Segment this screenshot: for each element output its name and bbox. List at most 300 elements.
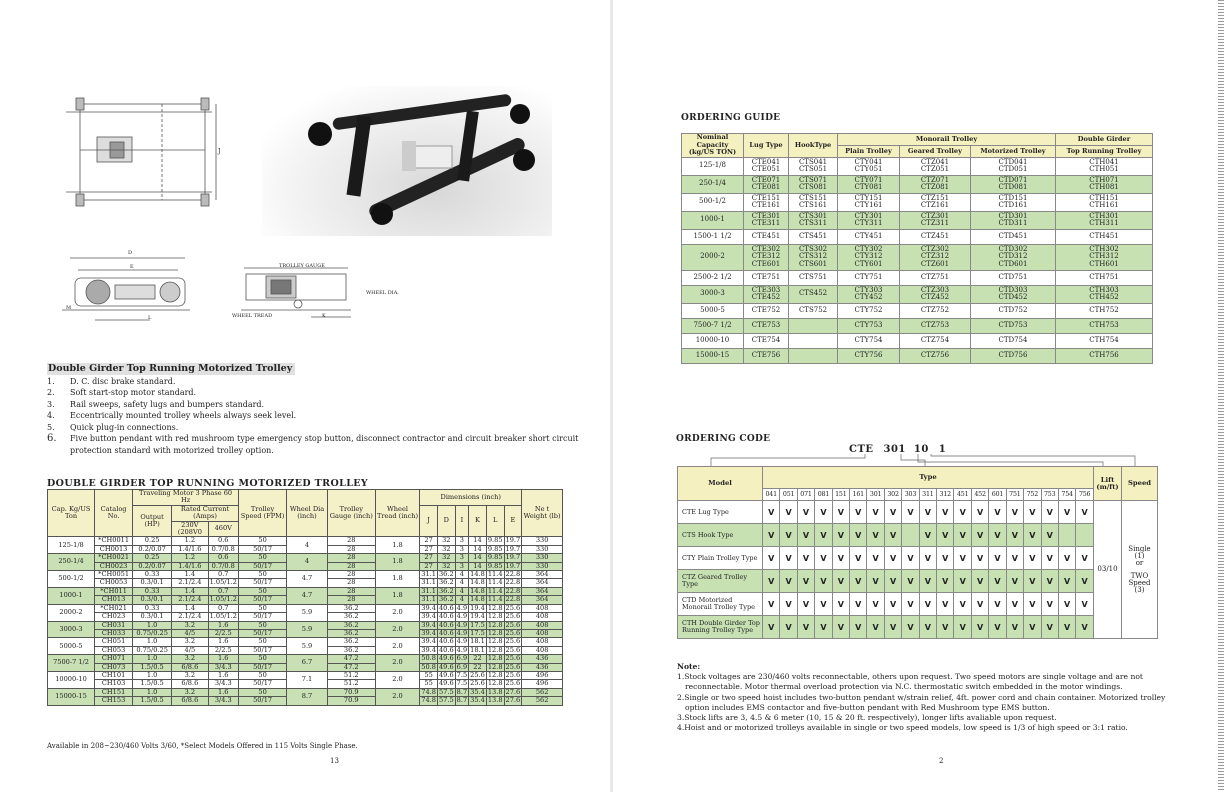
model-code: CTY451: [854, 231, 883, 240]
table-cell: 4/5: [172, 629, 208, 637]
model-code: CTE753: [751, 320, 781, 329]
table-cell: 12.8: [487, 603, 503, 612]
page-edge-strip: [1218, 0, 1224, 792]
table-cell: 5.9: [287, 638, 328, 655]
model-code: CTZ451: [920, 231, 950, 240]
code-part-lift: 10: [913, 444, 929, 455]
table-cell: 4.9: [456, 603, 468, 612]
table-cell: 32: [437, 537, 455, 545]
table-cell: 408: [522, 613, 563, 621]
model-code: CTH754: [1089, 335, 1119, 344]
table-cell: 1.8: [375, 554, 420, 571]
table-cell: [970, 285, 1055, 303]
model-code: CTE311: [751, 219, 781, 228]
type-code: 601: [989, 489, 1006, 501]
table-cell: 36.2: [438, 570, 454, 579]
mark-cell: V: [815, 547, 832, 570]
table-cell: 50.8: [421, 662, 436, 671]
table-cell: 22.8: [505, 595, 521, 604]
mark-cell: V: [1076, 593, 1094, 616]
table-cell: 125-1/8: [48, 537, 95, 554]
table-cell: [899, 270, 970, 285]
model-code: CTE451: [751, 231, 781, 240]
model-code: CTH161: [1089, 201, 1119, 210]
mark-cell: V: [902, 570, 919, 593]
table-cell: 49.6: [438, 679, 454, 688]
type-code: 301: [867, 489, 884, 501]
feature-text: Five button pendant with red mushroom type emergency stop button, disconnect contractor and circuit breaker short circuit protection standard with motorized trolley option.: [70, 434, 579, 455]
mark-cell: V: [954, 501, 971, 524]
table-cell: [744, 229, 789, 244]
table-cell: 0.2/0.07: [133, 545, 172, 553]
table-cell: 32: [437, 562, 455, 570]
mark-cell: V: [1076, 547, 1094, 570]
table-cell: [1056, 211, 1153, 229]
table-cell: 13.8: [487, 696, 503, 705]
model-code: CTY301: [854, 211, 883, 220]
table-cell: [744, 244, 789, 270]
model-code: CTZ301: [920, 211, 950, 220]
note-item: 2.Single or two speed hoist includes two-button pendant w/strain relief, 4ft. power cord and chain container. Motorized trolley: [677, 692, 1166, 702]
model-code: CTH041: [1089, 157, 1119, 166]
mark-cell: V: [989, 501, 1006, 524]
table-cell: 27: [420, 537, 438, 545]
mark-cell: V: [1058, 616, 1075, 639]
table-cell: 4: [455, 579, 469, 587]
mark-cell: V: [797, 524, 814, 547]
table-cell: 250-1/4: [48, 554, 95, 571]
table-cell: [899, 193, 970, 211]
table-cell: 250-1/4: [682, 175, 744, 193]
table-cell: CH033: [95, 629, 133, 637]
table-row: [678, 570, 1158, 593]
spec-table-body: [48, 537, 563, 705]
table-cell: [970, 229, 1055, 244]
code-part-speed: 1: [938, 444, 947, 455]
mark-cell: V: [867, 501, 884, 524]
table-cell: 1.0: [133, 638, 172, 646]
table-cell: CH053: [95, 646, 133, 654]
table-cell: 22: [469, 655, 487, 663]
table-cell: 39.4: [421, 620, 436, 629]
table-cell: 0.7: [208, 587, 238, 595]
model-code: CTY601: [854, 260, 883, 269]
mark-cell: V: [919, 524, 936, 547]
mark-cell: V: [832, 593, 849, 616]
table-cell: 40.6: [438, 620, 454, 629]
table-cell: 12.8: [487, 628, 503, 637]
guide-col-plain: Plain Trolley: [838, 145, 900, 157]
model-code: CTS311: [798, 219, 828, 228]
table-cell: [1056, 193, 1153, 211]
table-cell: 17.5: [470, 620, 485, 629]
table-cell: [970, 244, 1055, 270]
table-cell: 7500-7 1/2: [48, 655, 95, 672]
table-cell: 10000-10: [682, 333, 744, 348]
model-code: CTS451: [798, 231, 828, 240]
table-cell: 19.7: [505, 544, 521, 553]
code-col-speed: Speed: [1122, 467, 1158, 501]
mark-cell: V: [937, 547, 954, 570]
table-cell: 40.6: [438, 612, 454, 621]
table-cell: 0.75/0.25: [133, 646, 172, 654]
mark-cell: V: [1006, 570, 1023, 593]
mark-cell: V: [867, 524, 884, 547]
model-code: CTS601: [798, 260, 828, 269]
table-cell: 2.0: [375, 638, 420, 655]
feature-number: 1.: [47, 376, 55, 386]
model-code: CTZ754: [920, 335, 950, 344]
table-cell: [1056, 318, 1153, 333]
dim-e-label: E: [130, 264, 134, 270]
mark-cell: V: [815, 593, 832, 616]
model-code: CTY754: [854, 335, 883, 344]
guide-col-double-girder: Double Girder: [1056, 134, 1153, 146]
table-cell: 50: [238, 671, 286, 679]
trolley-photo-illustration: [262, 86, 552, 236]
table-cell: 28: [327, 587, 375, 595]
table-cell: 330: [522, 554, 563, 562]
spec-col-d: D: [437, 505, 455, 537]
mark-cell: V: [1006, 547, 1023, 570]
spec-col-cap: Cap. Kg/US Ton: [48, 490, 95, 537]
mark-cell: V: [850, 501, 867, 524]
mark-cell: V: [937, 501, 954, 524]
model-code: CTY081: [854, 183, 883, 192]
table-row: [682, 333, 1153, 348]
table-cell: [744, 285, 789, 303]
model-code: CTZ756: [920, 350, 950, 359]
table-cell: *CH011: [95, 587, 133, 595]
mark-cell: V: [832, 547, 849, 570]
mark-cell: V: [1024, 593, 1041, 616]
mark-cell: V: [1041, 593, 1058, 616]
table-cell: 50: [238, 604, 286, 612]
model-code: CTD051: [998, 165, 1028, 174]
table-cell: 4: [455, 596, 469, 604]
type-code: 302: [884, 489, 901, 501]
table-cell: 36.2: [327, 604, 375, 612]
table-row: [48, 554, 563, 562]
spec-col-output: Output (HP): [133, 505, 172, 537]
mark-cell: V: [937, 593, 954, 616]
mark-cell: V: [902, 616, 919, 639]
table-cell: 2.0: [375, 604, 420, 621]
table-cell: [970, 333, 1055, 348]
speed-value: [1122, 501, 1158, 639]
mark-cell: V: [884, 593, 901, 616]
model-code: CTH071: [1089, 175, 1119, 184]
feature-item: [47, 399, 587, 411]
speed-line: (1): [1134, 551, 1145, 560]
table-cell: 4: [287, 537, 328, 554]
table-cell: [838, 244, 900, 270]
spec-col-460v: 460V: [208, 521, 238, 537]
type-code: 161: [850, 489, 867, 501]
table-cell: CH103: [95, 680, 133, 688]
table-cell: 28: [327, 554, 375, 562]
spec-col-dimensions: Dimensions (inch): [420, 490, 522, 506]
table-cell: [838, 157, 900, 175]
mark-cell: V: [971, 570, 988, 593]
mark-cell: V: [919, 616, 936, 639]
mark-cell: V: [937, 570, 954, 593]
guide-col-capacity: Nominal Capacity (kg/US TON): [682, 134, 744, 158]
mark-cell: V: [832, 501, 849, 524]
table-cell: 50: [238, 621, 286, 629]
table-cell: 28: [327, 596, 375, 604]
speed-line: TWO: [1130, 571, 1149, 580]
model-code: CTZ452: [920, 293, 950, 302]
table-cell: 47.2: [327, 663, 375, 671]
speed-line: Single: [1128, 544, 1151, 553]
note-item: 3.Stock lifts are 3, 4.5 & 6 meter (10, 15 & 20 ft. respectively), longer lifts avaliable upon request.: [677, 713, 1057, 723]
table-cell: [899, 157, 970, 175]
mark-cell: V: [1058, 501, 1075, 524]
type-code: 752: [1024, 489, 1041, 501]
table-row: [48, 638, 563, 646]
table-cell: 2/2.5: [208, 646, 238, 654]
features-section: [47, 363, 587, 456]
table-cell: [1056, 175, 1153, 193]
model-code: CTS452: [798, 289, 828, 298]
model-code: CTD601: [998, 260, 1028, 269]
table-cell: 6.9: [456, 654, 468, 663]
mark-cell: V: [902, 593, 919, 616]
mark-cell: V: [989, 570, 1006, 593]
model-code: CTH081: [1089, 183, 1119, 192]
table-cell: [789, 211, 838, 229]
table-cell: [899, 244, 970, 270]
model-code: CTZ303: [920, 285, 950, 294]
model-code: CTE754: [751, 335, 781, 344]
ordering-guide-body: [682, 157, 1153, 363]
model-code: CTH751: [1089, 272, 1119, 281]
table-cell: 36.2: [327, 629, 375, 637]
mark-cell: V: [1024, 547, 1041, 570]
table-row: [678, 616, 1158, 639]
table-cell: 4.9: [456, 628, 468, 637]
table-cell: 3.2: [172, 638, 208, 646]
table-cell: 5000-5: [682, 303, 744, 318]
table-cell: 4.9: [456, 612, 468, 621]
table-cell: 1.4/1.6: [172, 545, 208, 553]
feature-number: 4.: [47, 411, 55, 420]
table-cell: 50/17: [238, 562, 286, 570]
mark-cell: V: [867, 593, 884, 616]
spec-col-traveling-motor: Traveling Motor 3 Phase 60 Hz: [133, 490, 239, 506]
table-cell: 25.6: [505, 654, 521, 663]
feature-number: 3.: [47, 399, 55, 409]
mark-cell: V: [780, 501, 797, 524]
table-cell: 39.4: [421, 645, 436, 654]
table-cell: 39.4: [421, 612, 436, 621]
dim-d-label: D: [128, 250, 133, 256]
table-cell: 1.5/0.5: [133, 663, 172, 671]
table-cell: 57.5: [438, 687, 454, 696]
model-code: CTY151: [854, 193, 883, 202]
notes-title: Note:: [677, 662, 701, 671]
table-cell: [789, 318, 838, 333]
mark-cell: V: [1006, 616, 1023, 639]
table-cell: 0.25: [133, 537, 172, 545]
table-cell: 51.2: [327, 680, 375, 688]
mark-cell: V: [989, 616, 1006, 639]
table-cell: 40.6: [438, 637, 454, 646]
table-cell: 1.05/1.2: [209, 612, 237, 621]
table-row: [682, 244, 1153, 270]
model-code: CTE303: [751, 285, 781, 294]
model-code: CTH051: [1089, 165, 1119, 174]
mark-cell: V: [867, 570, 884, 593]
features-title: Double Girder Top Running Motorized Trolley: [47, 363, 295, 375]
feature-item: [47, 387, 587, 399]
type-code: 751: [1006, 489, 1023, 501]
table-cell: 408: [522, 646, 563, 654]
table-cell: 22: [469, 663, 487, 671]
feature-item: [47, 410, 587, 422]
table-cell: 9.85: [487, 544, 503, 553]
spec-col-catalog: Catalog No.: [95, 490, 133, 537]
type-code: 753: [1041, 489, 1058, 501]
model-code: CTZ041: [920, 157, 950, 166]
notes-list: [677, 672, 1177, 733]
feature-text: D. C. disc brake standard.: [70, 376, 176, 386]
table-cell: 1.4: [172, 587, 208, 595]
table-cell: 19.7: [505, 536, 521, 545]
page-number-right: 2: [939, 757, 944, 765]
table-cell: 49.6: [438, 654, 454, 663]
table-cell: 11.4: [487, 595, 503, 604]
table-cell: [1056, 270, 1153, 285]
table-row: [682, 211, 1153, 229]
table-cell: 408: [522, 638, 563, 646]
model-code: CTH302: [1089, 244, 1119, 253]
table-cell: 50/17: [238, 680, 286, 688]
table-cell: 50: [238, 688, 286, 696]
table-cell: CH031: [95, 621, 133, 629]
model-code: CTH311: [1089, 219, 1119, 228]
table-cell: 1.0: [133, 671, 172, 679]
table-cell: 28: [327, 537, 375, 545]
table-cell: 14: [469, 554, 487, 562]
feature-item: [47, 422, 587, 434]
table-cell: 1.6: [208, 638, 238, 646]
table-cell: 50: [238, 554, 286, 562]
mark-cell: V: [919, 547, 936, 570]
table-cell: 436: [522, 655, 563, 663]
model-code: CTS301: [798, 211, 828, 220]
mark-cell: V: [902, 547, 919, 570]
mark-cell: V: [832, 570, 849, 593]
table-cell: 0.7/0.8: [208, 545, 238, 553]
table-cell: [1056, 157, 1153, 175]
ordering-code-title: ORDERING CODE: [676, 434, 771, 444]
table-cell: 50/17: [238, 629, 286, 637]
table-cell: [744, 157, 789, 175]
table-cell: 1.05/1.2: [209, 595, 237, 604]
table-cell: 55: [420, 680, 438, 688]
feature-item: [47, 376, 587, 388]
table-cell: 32: [437, 545, 455, 553]
guide-col-lug: Lug Type: [744, 134, 789, 158]
model-code: CTY303: [854, 285, 883, 294]
table-cell: 1.0: [133, 621, 172, 629]
mark-cell: V: [780, 524, 797, 547]
mark-cell: V: [832, 524, 849, 547]
table-cell: CH071: [95, 655, 133, 663]
wheel-dia-label: WHEEL DIA.: [366, 290, 399, 296]
table-cell: 1.8: [375, 587, 420, 604]
table-cell: [838, 333, 900, 348]
model-code: CTY302: [854, 244, 883, 253]
table-cell: [1056, 229, 1153, 244]
table-cell: 1.8: [375, 571, 420, 588]
table-cell: 2000-2: [48, 604, 95, 621]
table-cell: 70.9: [327, 688, 375, 696]
table-cell: 27: [420, 562, 438, 570]
table-cell: 7.5: [456, 679, 468, 688]
model-code: CTD751: [998, 272, 1028, 281]
table-cell: 11.4: [487, 578, 503, 587]
ordering-guide-table: [681, 133, 1153, 364]
mark-cell: V: [850, 524, 867, 547]
table-cell: 4.9: [456, 645, 468, 654]
table-cell: [744, 211, 789, 229]
trolley-gauge-label: TROLLEY GAUGE: [279, 263, 325, 269]
table-cell: 4: [455, 587, 469, 595]
model-code: CTE051: [751, 165, 781, 174]
table-cell: 50/17: [238, 545, 286, 553]
table-cell: 6.9: [456, 662, 468, 671]
mark-cell: V: [971, 501, 988, 524]
code-col-model: Model: [678, 467, 763, 501]
model-code: CTH601: [1089, 260, 1119, 269]
table-cell: 4.7: [287, 587, 328, 604]
table-cell: 14.8: [470, 578, 485, 587]
table-cell: 408: [522, 621, 563, 629]
table-cell: 1.2: [172, 554, 208, 562]
mark-cell: V: [850, 616, 867, 639]
spec-col-k: K: [469, 505, 487, 537]
model-code: CTY752: [854, 305, 883, 314]
model-code: CTS051: [798, 165, 828, 174]
mark-cell: V: [815, 524, 832, 547]
table-cell: [789, 285, 838, 303]
table-cell: 330: [522, 537, 563, 545]
table-cell: 2500-2 1/2: [682, 270, 744, 285]
table-cell: 39.4: [421, 603, 436, 612]
model-code: CTD161: [998, 201, 1028, 210]
table-cell: 14: [469, 537, 487, 545]
table-cell: 364: [522, 579, 563, 587]
mark-cell: V: [884, 501, 901, 524]
table-cell: 9.85: [487, 553, 503, 562]
model-code: CTY161: [854, 201, 883, 210]
table-cell: 17.5: [470, 628, 485, 637]
table-row: [682, 303, 1153, 318]
model-code: CTZ302: [920, 244, 950, 253]
mark-cell: [1058, 524, 1075, 547]
mark-cell: V: [902, 501, 919, 524]
table-cell: 1.5/0.5: [133, 697, 172, 705]
table-cell: 3: [455, 562, 469, 570]
table-cell: 3000-3: [682, 285, 744, 303]
table-cell: 0.2/0.07: [133, 562, 172, 570]
table-cell: CH023: [95, 613, 133, 621]
model-code: CTY452: [854, 293, 883, 302]
mark-cell: V: [954, 593, 971, 616]
